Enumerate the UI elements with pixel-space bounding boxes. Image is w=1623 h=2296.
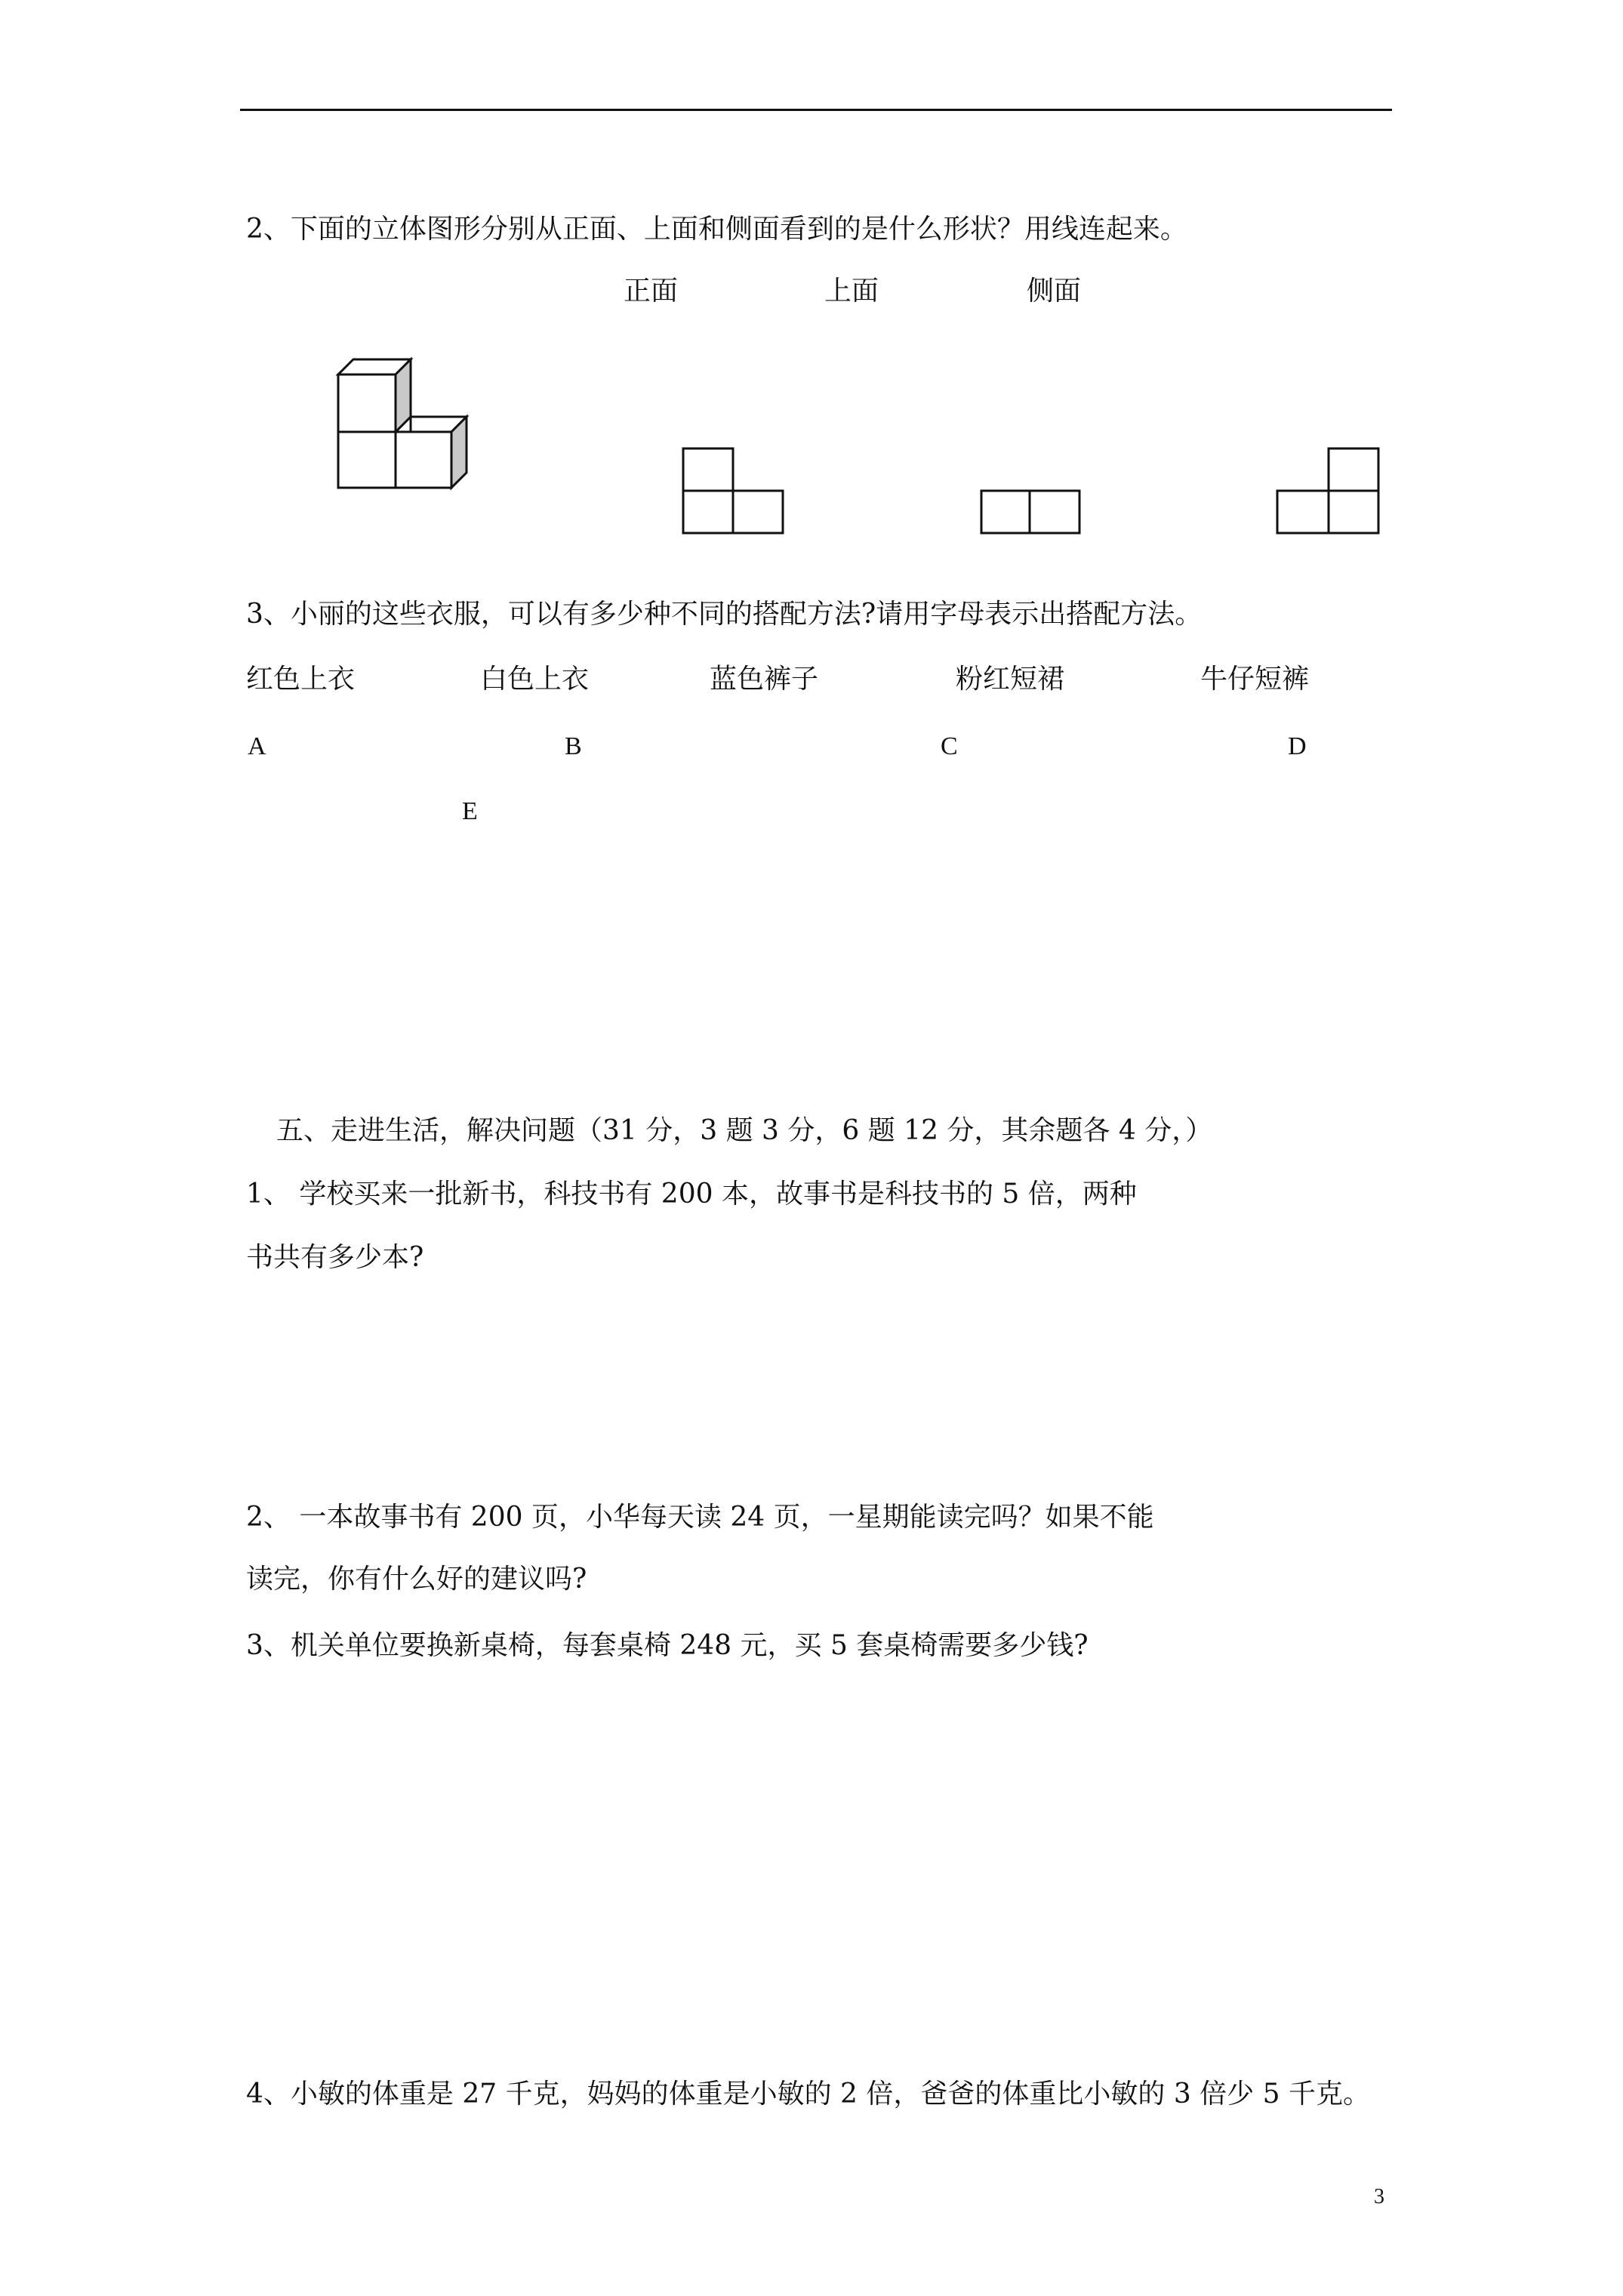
letter-c: C bbox=[941, 732, 958, 760]
clothing-item-3: 蓝色裤子 bbox=[710, 664, 819, 695]
clothing-item-5: 牛仔短裤 bbox=[1200, 664, 1310, 695]
letter-b: B bbox=[565, 732, 582, 760]
view-option-3-shape bbox=[1276, 447, 1380, 535]
view-label-front: 正面 bbox=[624, 276, 679, 307]
view-label-top: 上面 bbox=[824, 276, 879, 307]
letter-a: A bbox=[248, 732, 266, 760]
header-rule bbox=[240, 109, 1392, 111]
letter-e: E bbox=[462, 797, 478, 825]
clothing-item-2: 白色上衣 bbox=[480, 664, 590, 695]
page-number: 3 bbox=[1374, 2185, 1384, 2208]
problem-1-line-2: 书共有多少本? bbox=[246, 1242, 424, 1273]
clothing-item-4: 粉红短裙 bbox=[956, 664, 1065, 695]
q3-prompt: 3、小丽的这些衣服，可以有多少种不同的搭配方法?请用字母表示出搭配方法。 bbox=[246, 599, 1203, 630]
problem-2-line-1: 2、 一本故事书有 200 页，小华每天读 24 页，一星期能读完吗？如果不能 bbox=[246, 1502, 1154, 1533]
clothing-item-1: 红色上衣 bbox=[246, 664, 356, 695]
view-option-1-shape bbox=[682, 447, 784, 535]
cube-solid-figure bbox=[332, 353, 498, 489]
view-label-side: 侧面 bbox=[1027, 276, 1082, 307]
letter-d: D bbox=[1288, 732, 1307, 760]
view-option-2-shape bbox=[980, 489, 1081, 535]
problem-3: 3、机关单位要换新桌椅，每套桌椅 248 元，买 5 套桌椅需要多少钱? bbox=[246, 1630, 1089, 1661]
section-5-heading: 五、走进生活，解决问题（31 分，3 题 3 分，6 题 12 分，其余题各 4 分，） bbox=[276, 1115, 1213, 1146]
problem-1-line-1: 1、 学校买来一批新书，科技书有 200 本，故事书是科技书的 5 倍，两种 bbox=[246, 1179, 1137, 1210]
problem-2-line-2: 读完，你有什么好的建议吗? bbox=[246, 1564, 587, 1595]
problem-4: 4、小敏的体重是 27 千克，妈妈的体重是小敏的 2 倍，爸爸的体重比小敏的 3 倍少 5 千克。 bbox=[246, 2079, 1370, 2110]
q2-prompt: 2、下面的立体图形分别从正面、上面和侧面看到的是什么形状？用线连起来。 bbox=[246, 214, 1187, 245]
